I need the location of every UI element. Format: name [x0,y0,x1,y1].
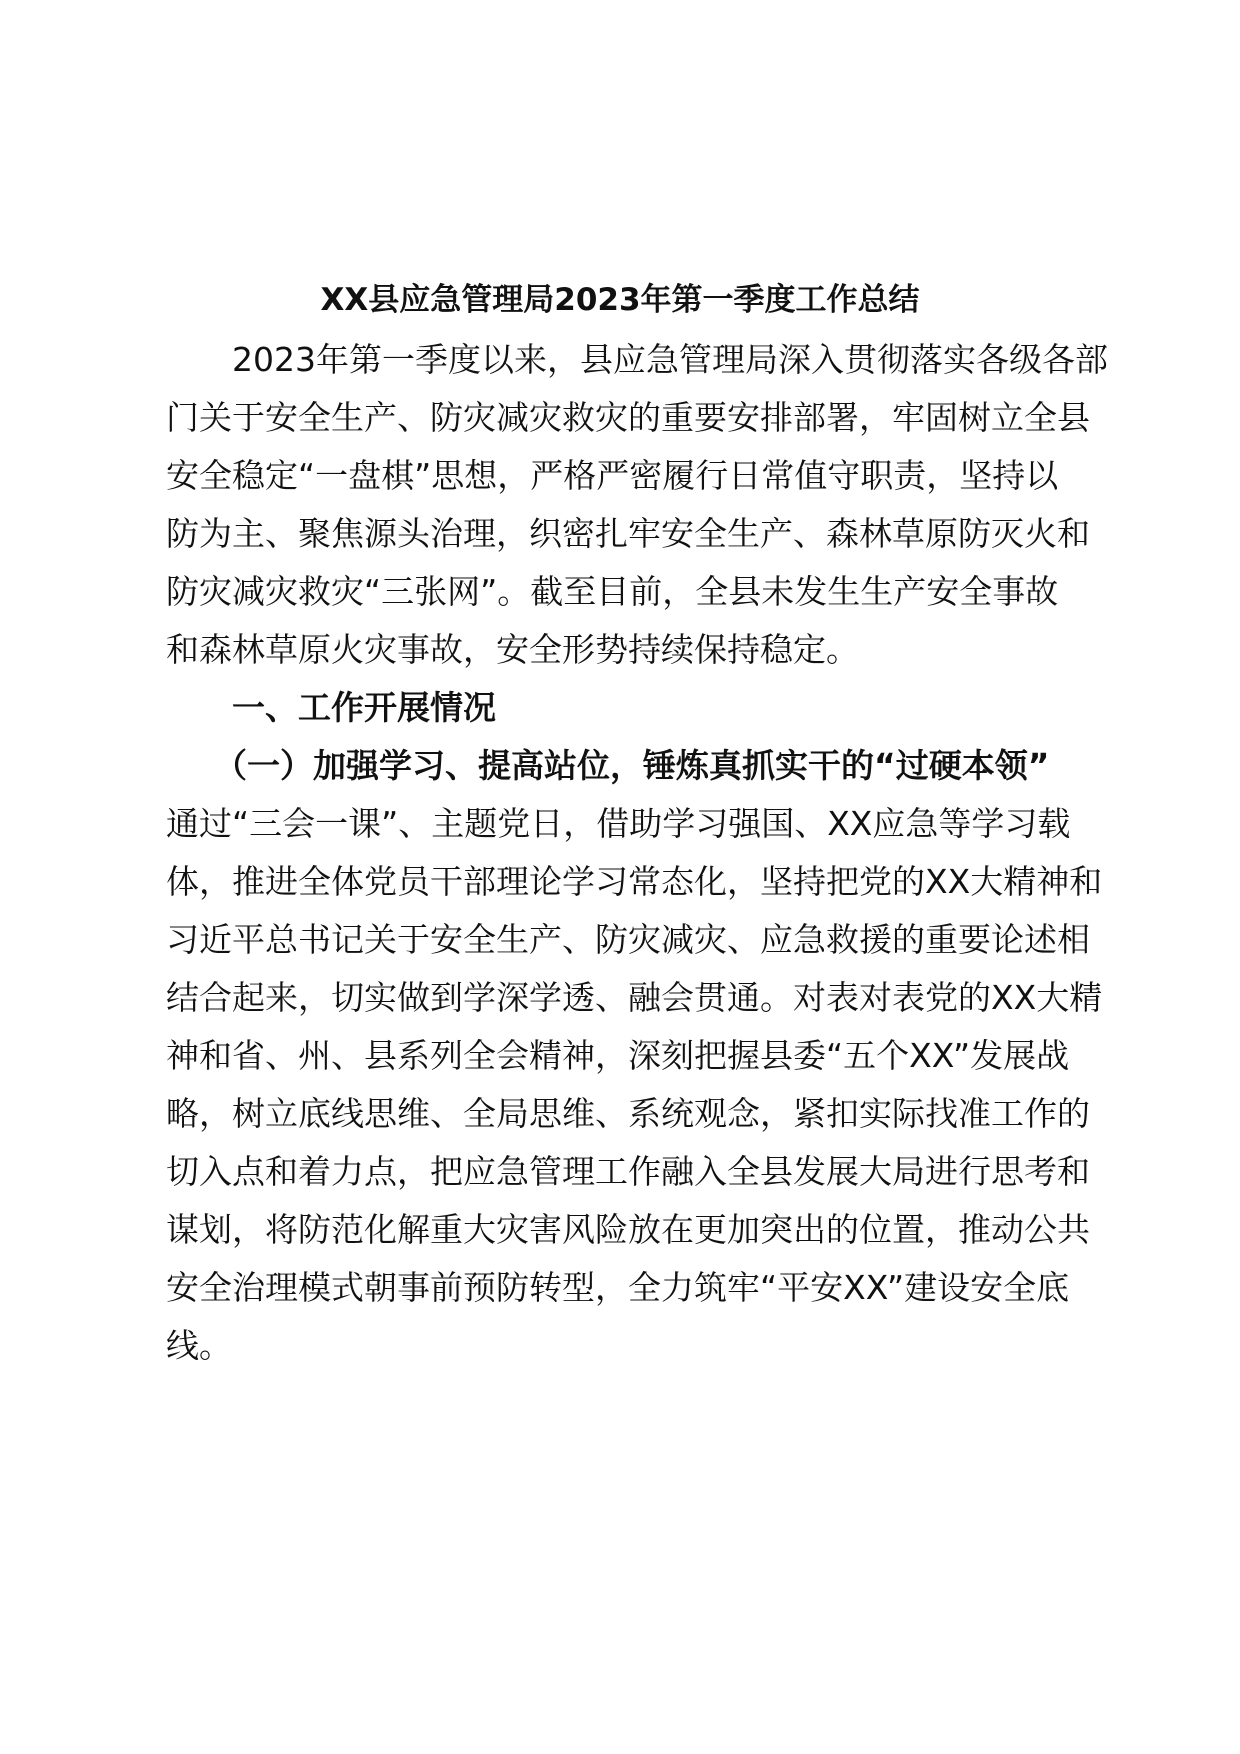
intro-line-5: 防灾减灾救灾“三张网”。截至目前，全县未发生生产安全事故 [166,572,1059,611]
subsection-heading: （一）加强学习、提高站位，锤炼真抓实干的“过硬本领” [214,746,1050,785]
intro-line-2: 门关于安全生产、防灾减灾救灾的重要安排部署，牢固树立全县 [166,398,1090,437]
body-line-2: 体，推进全体党员干部理论学习常态化，坚持把党的XX大精神和 [166,862,1103,901]
body-line-1: 通过“三会一课”、主题党日，借助学习强国、XX应急等学习载 [166,804,1071,843]
body-line-7: 切入点和着力点，把应急管理工作融入全县发展大局进行思考和 [166,1152,1090,1191]
body-line-6: 略，树立底线思维、全局思维、系统观念，紧扣实际找准工作的 [166,1094,1090,1133]
intro-line-4: 防为主、聚焦源头治理，织密扎牢安全生产、森林草原防灭火和 [166,514,1090,553]
document-title: XX县应急管理局2023年第一季度工作总结 [320,282,920,318]
intro-line-1: 2023年第一季度以来，县应急管理局深入贯彻落实各级各部 [232,340,1108,379]
intro-line-3: 安全稳定“一盘棋”思想，严格严密履行日常值守职责，坚持以 [166,456,1059,495]
body-line-4: 结合起来，切实做到学深学透、融会贯通。对表对表党的XX大精 [166,978,1103,1017]
body-line-10: 线。 [166,1326,232,1365]
body-line-9: 安全治理模式朝事前预防转型，全力筑牢“平安XX”建设安全底 [166,1268,1070,1307]
intro-line-6: 和森林草原火灾事故，安全形势持续保持稳定。 [166,630,859,669]
body-line-3: 习近平总书记关于安全生产、防灾减灾、应急救援的重要论述相 [166,920,1090,959]
body-line-8: 谋划，将防范化解重大灾害风险放在更加突出的位置，推动公共 [166,1210,1090,1249]
section-heading: 一、工作开展情况 [232,688,496,727]
body-line-5: 神和省、州、县系列全会精神，深刻把握县委“五个XX”发展战 [166,1036,1070,1075]
